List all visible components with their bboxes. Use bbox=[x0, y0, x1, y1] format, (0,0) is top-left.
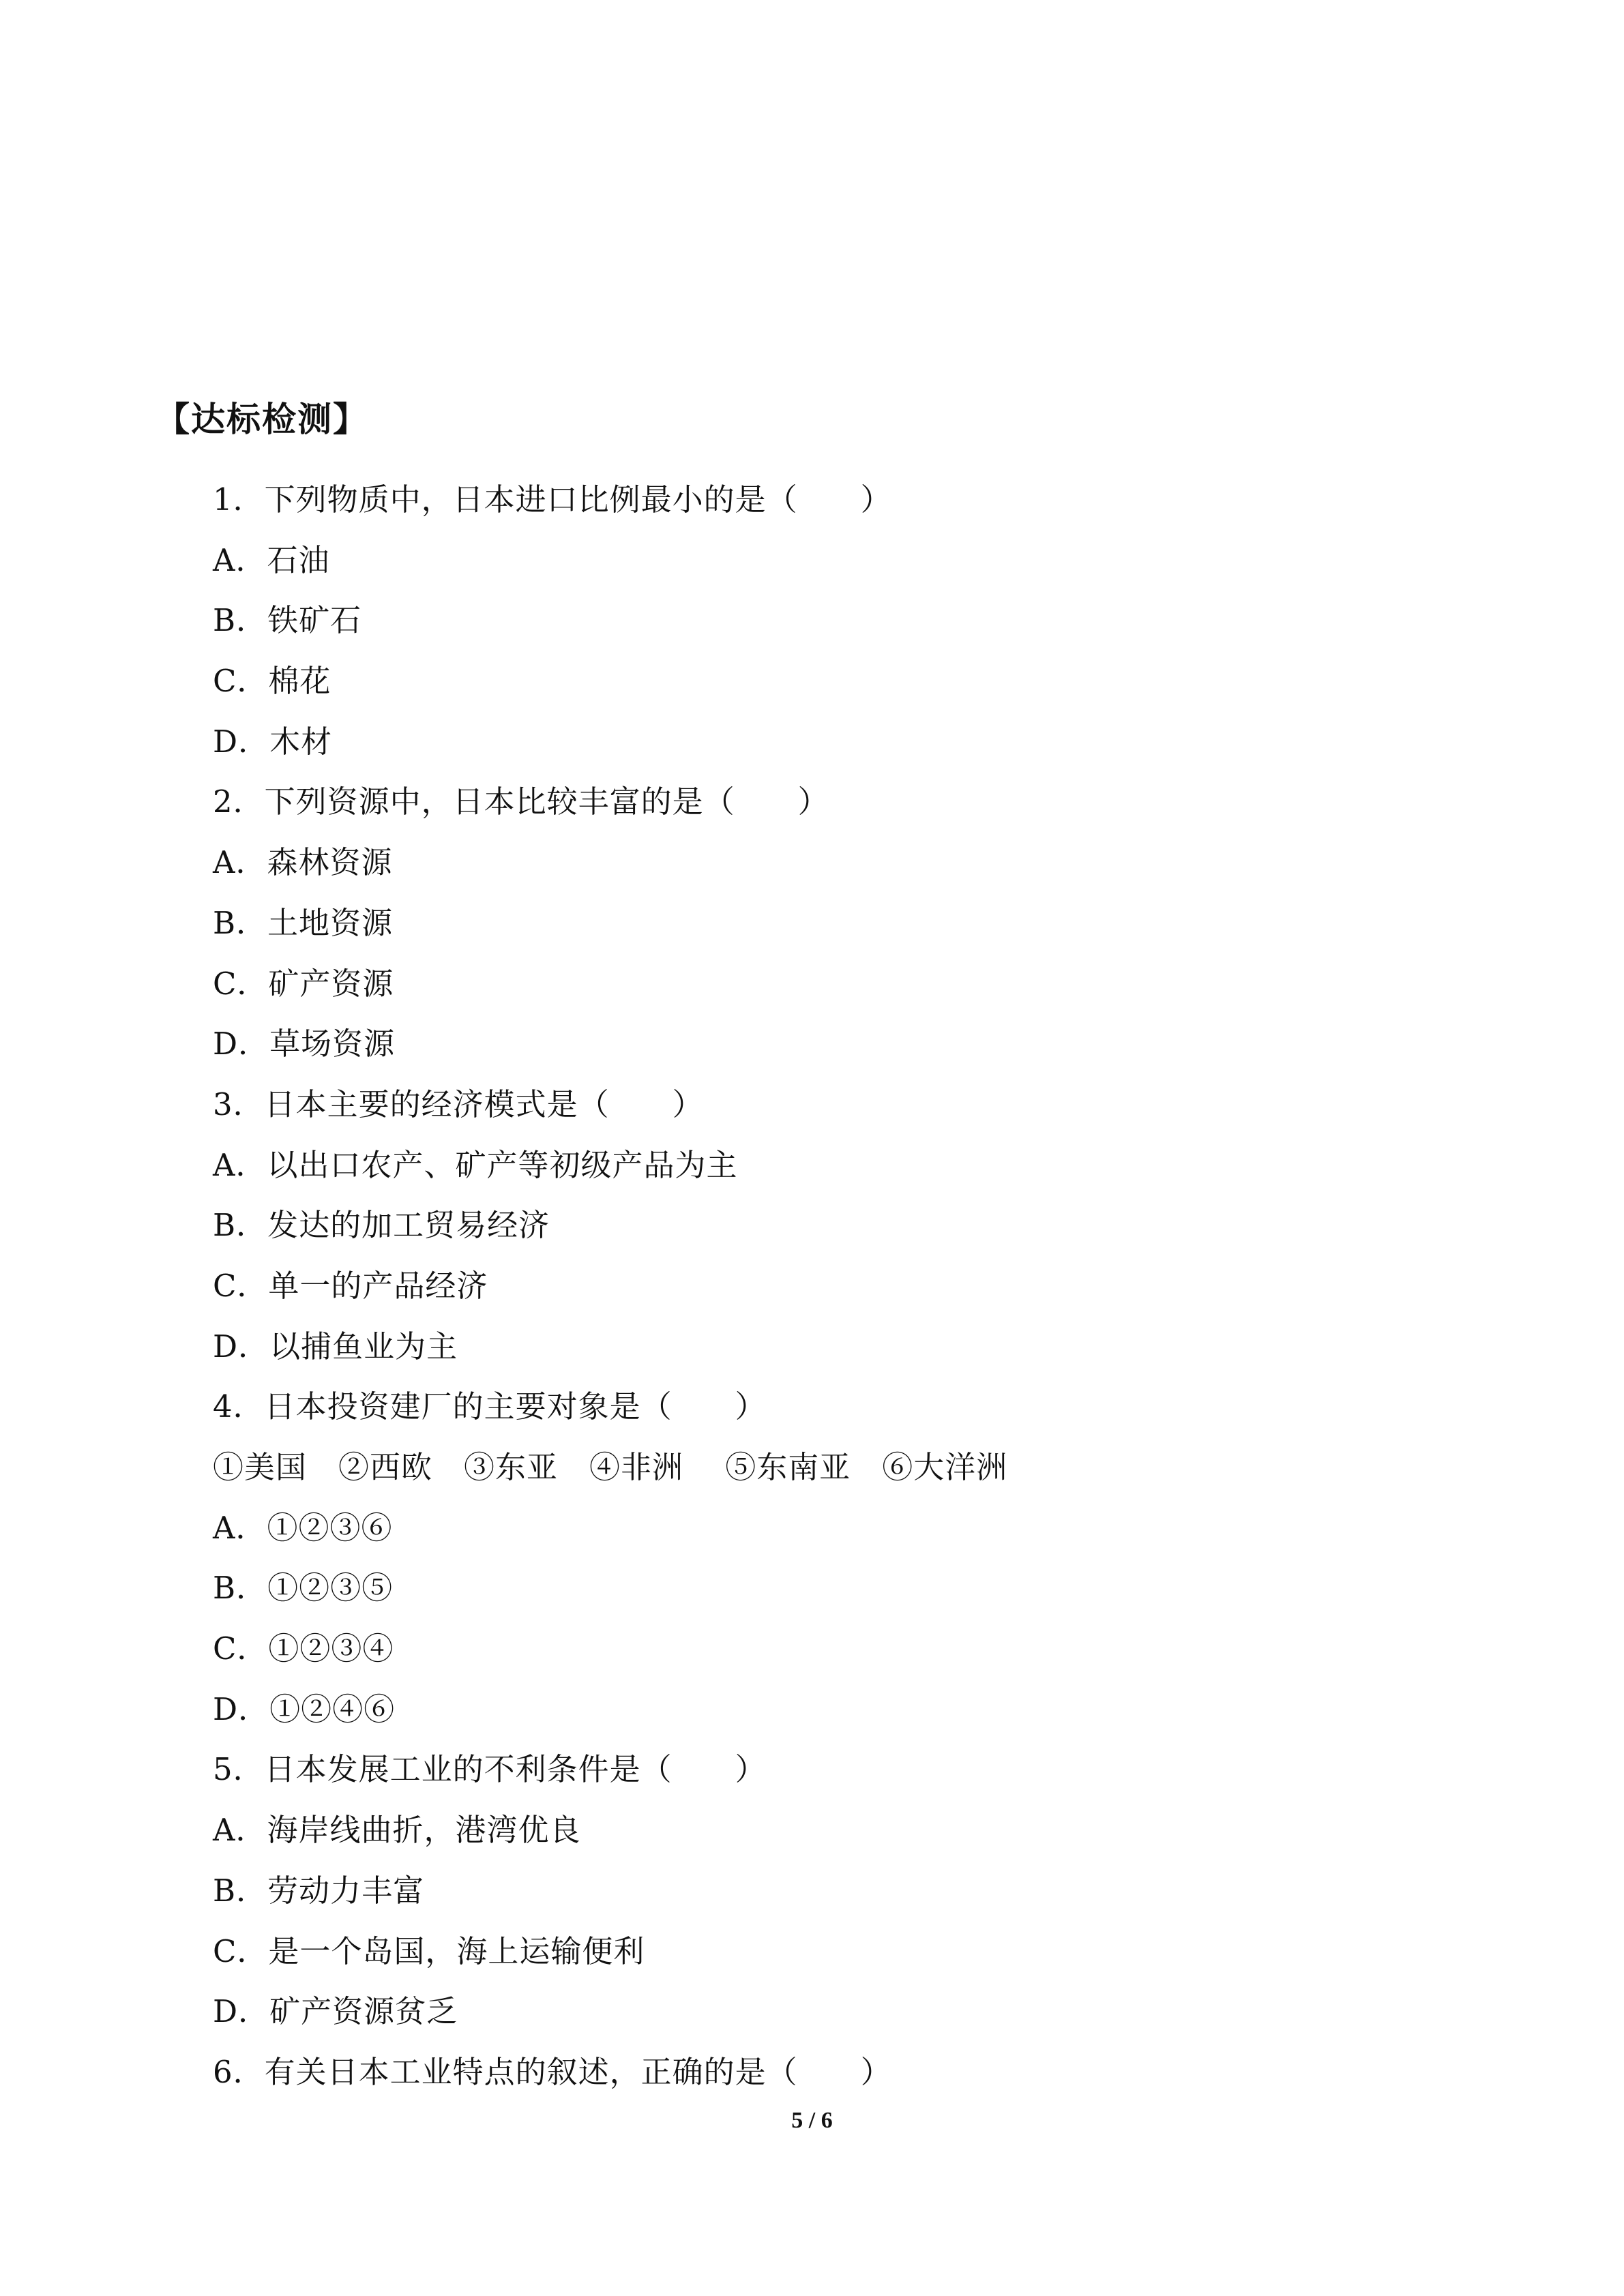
question-4-stem: 4．日本投资建厂的主要对象是（ ） bbox=[213, 1388, 767, 1425]
question-5-option-b: B．劳动力丰富 bbox=[213, 1872, 425, 1909]
question-1-option-c: C．棉花 bbox=[213, 663, 331, 700]
question-1-stem: 1．下列物质中，日本进口比例最小的是（ ） bbox=[213, 481, 892, 518]
question-5-option-a: A．海岸线曲折，港湾优良 bbox=[213, 1812, 581, 1849]
question-5-stem: 5．日本发展工业的不利条件是（ ） bbox=[213, 1751, 767, 1788]
question-5-option-c: C．是一个岛国，海上运输便利 bbox=[213, 1933, 645, 1969]
question-4-option-c: C．①②③④ bbox=[213, 1630, 394, 1667]
question-2-option-a: A．森林资源 bbox=[213, 844, 393, 881]
question-3-option-a: A．以出口农产、矿产等初级产品为主 bbox=[213, 1146, 738, 1183]
question-1-option-a: A．石油 bbox=[213, 541, 330, 578]
question-3-option-c: C．单一的产品经济 bbox=[213, 1267, 488, 1304]
question-2-option-d: D．草场资源 bbox=[213, 1026, 396, 1062]
question-3-option-d: D．以捕鱼业为主 bbox=[213, 1328, 458, 1365]
question-3-stem: 3．日本主要的经济模式是（ ） bbox=[213, 1086, 704, 1122]
question-2-option-c: C．矿产资源 bbox=[213, 965, 394, 1002]
question-4-option-a: A．①②③⑥ bbox=[213, 1509, 393, 1546]
question-4-option-d: D．①②④⑥ bbox=[213, 1690, 396, 1727]
question-2-option-b: B．土地资源 bbox=[213, 904, 394, 941]
question-5-option-d: D．矿产资源贫乏 bbox=[213, 1993, 458, 2030]
section-title: 【达标检测】 bbox=[156, 400, 368, 439]
question-4-choices: ①美国 ②西欧 ③东亚 ④非洲 ⑤东南亚 ⑥大洋洲 bbox=[213, 1449, 1008, 1485]
question-1-option-b: B．铁矿石 bbox=[213, 602, 362, 639]
question-2-stem: 2．下列资源中，日本比较丰富的是（ ） bbox=[213, 784, 829, 820]
page-number: 5 / 6 bbox=[791, 2108, 833, 2133]
question-6-stem: 6．有关日本工业特点的叙述，正确的是（ ） bbox=[213, 2053, 892, 2090]
question-list bbox=[213, 479, 1509, 2113]
question-4-option-b: B．①②③⑤ bbox=[213, 1570, 394, 1607]
question-3-option-b: B．发达的加工贸易经济 bbox=[213, 1207, 550, 1244]
question-1-option-d: D．木材 bbox=[213, 723, 333, 760]
